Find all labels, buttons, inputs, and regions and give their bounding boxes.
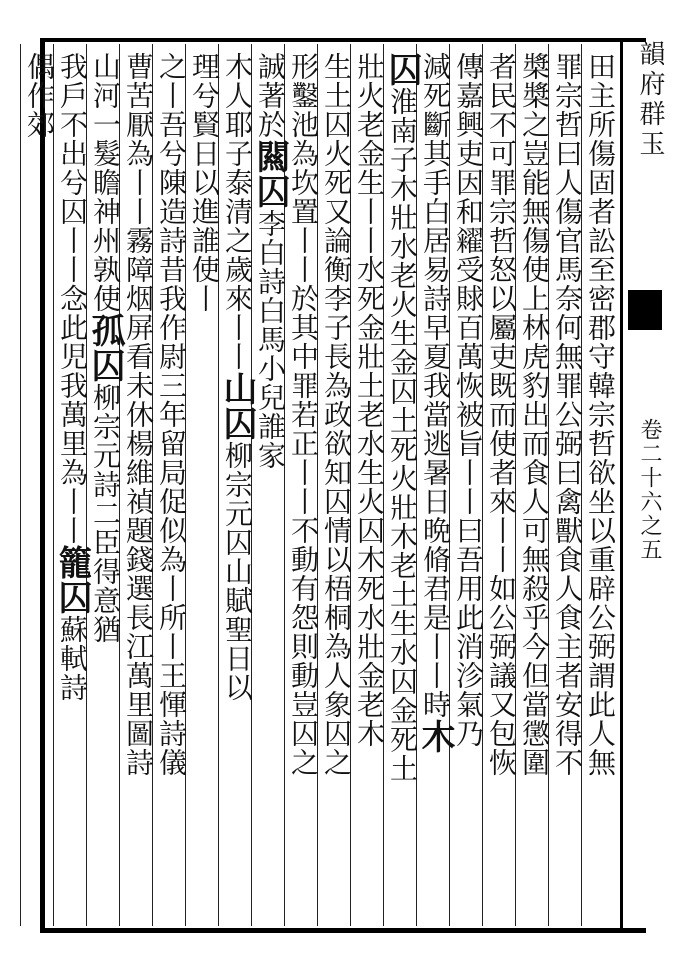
body-text: 形鑿池為坎置丨丨於其中罪若正丨丨不動有怨則動豈囚之 bbox=[287, 52, 320, 777]
body-text: 柳宗元詩二臣得意猶 bbox=[89, 383, 122, 644]
body-text: 曹苦厭為丨丨霧障烟屏看未休楊維禎題錢選長江萬里圖詩 bbox=[122, 52, 155, 777]
body-text: 山河一髮瞻神州孰使 bbox=[89, 52, 122, 313]
text-column bbox=[352, 52, 386, 922]
body-text: 者民不可罪宗哲怒以屬吏既而使者來丨丨如公弼議又包恢 bbox=[485, 52, 518, 777]
text-column bbox=[250, 52, 290, 922]
text-column bbox=[484, 52, 518, 922]
margin-juan-label: 卷二十六之五 bbox=[637, 418, 662, 562]
body-text: 柳宗元囚山賦聖日以 bbox=[221, 441, 254, 702]
body-text: 生土囚火死又論衡李子長為政欲知囚情以梧桐為人象囚之 bbox=[320, 52, 353, 777]
body-text: 淮南子木壯水老火生金囚土死火壯木老土生水囚金死土 bbox=[386, 87, 419, 783]
text-column bbox=[451, 52, 485, 922]
text-column bbox=[52, 52, 92, 922]
body-text: 李白詩白馬小兒誰家 bbox=[254, 209, 287, 470]
text-column bbox=[217, 52, 257, 922]
body-text: 傳嘉興吏因和糴受賕百萬恢被旨丨丨曰吾用此消沴氣乃 bbox=[452, 52, 485, 748]
text-column bbox=[85, 52, 125, 922]
body-text: 罪宗哲曰人傷官馬奈何無罪公弼曰禽獸食人食主者安得不 bbox=[551, 52, 584, 777]
text-column bbox=[154, 52, 188, 922]
text-column bbox=[382, 52, 422, 922]
text-column bbox=[22, 52, 56, 922]
text-column bbox=[286, 52, 320, 922]
text-column bbox=[550, 52, 584, 922]
body-text: 木人耶 bbox=[221, 52, 254, 139]
body-text: 誠著於 bbox=[254, 52, 287, 139]
text-column bbox=[187, 52, 221, 922]
headword: 囚 bbox=[382, 52, 422, 87]
text-column bbox=[319, 52, 353, 922]
body-text: 壯火老金生丨丨水死金壯土老水生火囚木死水壯金老木 bbox=[353, 52, 386, 748]
body-text: 蘇軾詩 bbox=[56, 615, 89, 702]
headword: 山囚 bbox=[217, 371, 257, 441]
body-text: 理兮賢日以進誰使丨 bbox=[188, 52, 221, 313]
headword: 籠囚 bbox=[52, 545, 92, 615]
body-text: 田主所傷固者訟至密郡守韓宗哲欲坐以重辟公弼謂此人無 bbox=[584, 52, 617, 777]
body-text: 念此児我萬里為丨丨 bbox=[56, 284, 89, 545]
body-text: 子泰清之歲來丨丨 bbox=[221, 139, 254, 371]
column-rule bbox=[20, 44, 21, 926]
body-text: 我戶不出兮囚丨丨 bbox=[56, 52, 89, 284]
bottom-border bbox=[40, 928, 646, 933]
body-text: 槳槳之豈能無傷使上林虎豹出而食人可無殺乎今但當懲圍 bbox=[518, 52, 551, 777]
top-border bbox=[40, 38, 646, 42]
body-text: 之丨吾兮陳造詩昔我作尉三年留局促似為丨所丨王惲詩儀 bbox=[155, 52, 188, 777]
fish-tail-mark bbox=[628, 290, 662, 330]
text-column bbox=[121, 52, 155, 922]
body-text: 偶作郊 bbox=[23, 52, 56, 139]
right-border bbox=[620, 38, 623, 933]
headword: 孤囚 bbox=[85, 313, 125, 383]
text-column bbox=[517, 52, 551, 922]
headword: 木 bbox=[415, 719, 455, 754]
headword: 闗囚 bbox=[250, 139, 290, 209]
text-column bbox=[415, 52, 455, 922]
text-column bbox=[583, 52, 617, 922]
margin-title: 韻府群玉 bbox=[635, 40, 665, 160]
body-text: 減死斷其手白居易詩早夏我當逃暑日晩脩君是丨丨時 bbox=[419, 52, 452, 719]
